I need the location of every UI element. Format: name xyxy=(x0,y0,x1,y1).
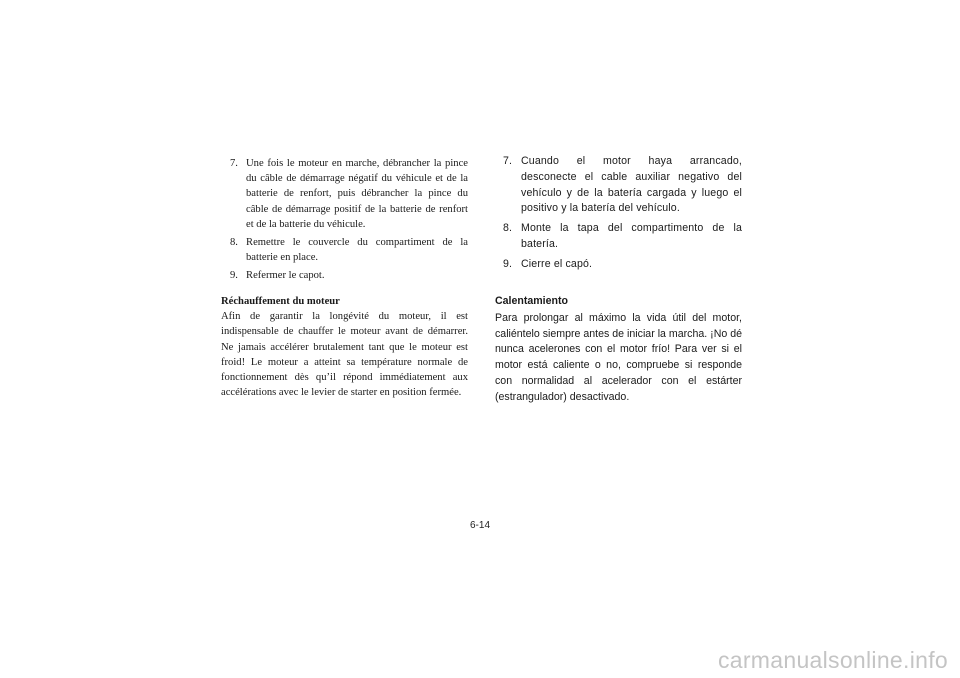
step-text: Remettre le couvercle du compartiment de la batterie en place. xyxy=(246,237,468,264)
page-number: 6-14 xyxy=(469,520,490,531)
spanish-step-7 xyxy=(495,154,742,217)
section-paragraph: Afin de garantir la longévité du moteur, il est indispensable de chauffer le moteur avant de démarrer. Ne jamais accélérer brutalement tant que le moteur est froid! Le moteur a atteint sa température normale de fonctionnement dès qu’il répond immédiatement aux accélérations avec le levier de starter en position fermée. xyxy=(221,311,468,399)
step-number: 7. xyxy=(230,158,238,169)
french-steps-list xyxy=(221,156,468,284)
step-text: Une fois le moteur en marche, débrancher la pince du câble de démarrage négatif du véhicule et de la batterie de renfort, puis débrancher la pince du câble de démarrage positif de la batterie de renfort et de la batterie du véhicule. xyxy=(246,158,468,230)
spanish-warmup-section xyxy=(495,294,742,406)
section-heading: Calentamiento xyxy=(495,295,568,307)
spanish-column xyxy=(495,154,742,277)
section-heading: Réchauffement du moteur xyxy=(221,296,340,307)
spanish-steps-list xyxy=(495,154,742,273)
french-column xyxy=(221,156,468,287)
step-number: 8. xyxy=(230,237,238,249)
french-step-7 xyxy=(221,156,468,232)
french-step-9 xyxy=(221,268,468,283)
step-text: Monte la tapa del compartimento de la batería. xyxy=(521,222,742,250)
french-step-8 xyxy=(221,235,468,265)
french-warmup-section xyxy=(221,294,468,400)
step-number: 9. xyxy=(503,257,513,270)
step-text: Cuando el motor haya arrancado, desconecte el cable auxiliar negativo del vehículo y de la batería cargada y luego el positivo y la batería del vehículo. xyxy=(521,155,742,215)
watermark: carmanualsonline.info xyxy=(717,647,948,673)
spanish-step-8 xyxy=(495,221,742,253)
step-text: Refermer le capot. xyxy=(246,270,325,282)
step-text: Cierre el capó. xyxy=(521,257,593,270)
step-number: 7. xyxy=(503,155,513,167)
spanish-step-9 xyxy=(495,257,742,273)
section-paragraph: Para prolongar al máximo la vida útil del motor, caliéntelo siempre antes de iniciar la marcha. ¡No dé nunca acelerones con el motor frío! Para ver si el motor está caliente o no, compruebe si responde con normalidad al acelerador con el estárter (estrangulador) desactivado. xyxy=(495,311,742,403)
step-number: 9. xyxy=(230,270,238,282)
step-number: 8. xyxy=(503,222,513,235)
